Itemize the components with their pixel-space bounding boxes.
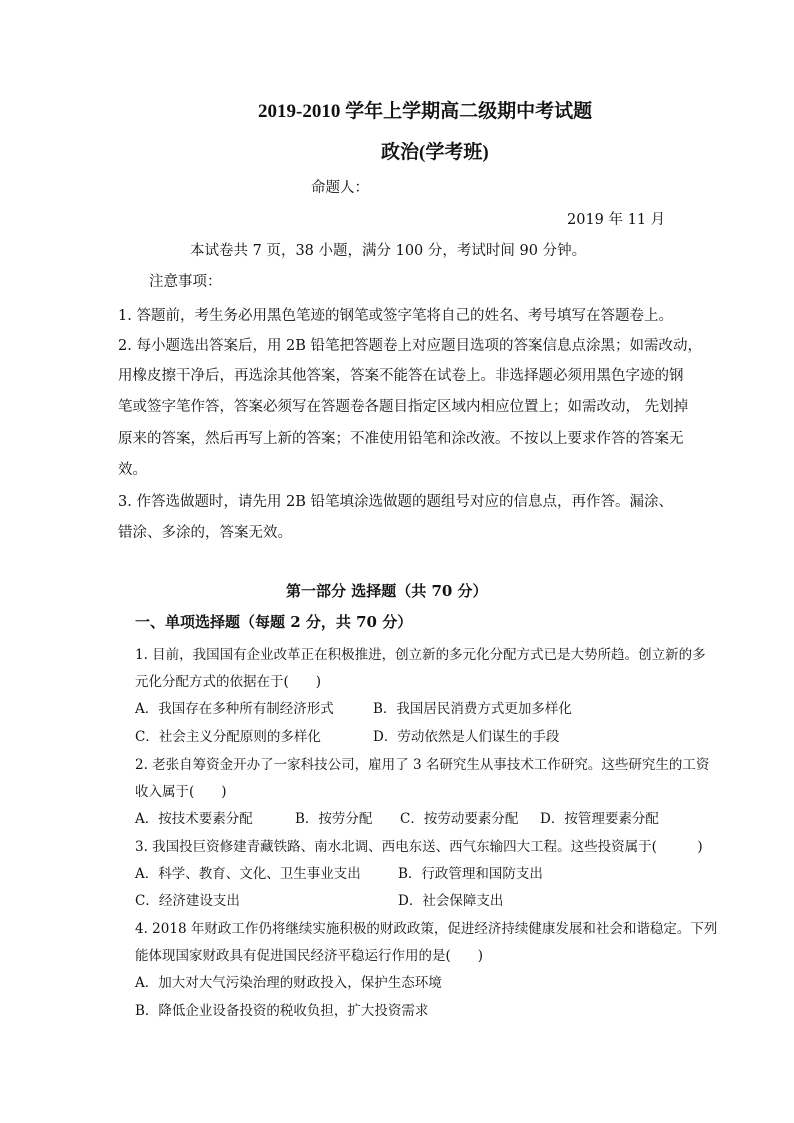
question-1-option-b: B．我国居民消费方式更加多样化: [373, 701, 572, 717]
question-2-stem: 2. 老张自筹资金开办了一家科技公司，雇用了 3 名研究生从事技术工作研究。这些研究生的工资: [135, 757, 710, 773]
notice-line: 错涂、多涂的，答案无效。: [118, 525, 292, 541]
exam-subtitle: 政治(学考班): [381, 142, 489, 163]
notice-line: 效。: [118, 462, 147, 478]
section-title: 一、单项选择题（每题 2 分，共 70 分）: [135, 613, 413, 631]
notice-line: 用橡皮擦干净后，再选涂其他答案，答案不能答在试卷上。非选择题必须用黑色字迹的钢: [118, 368, 684, 384]
question-1-option-c: C．社会主义分配原则的多样化: [135, 729, 321, 745]
question-3-option-c: C．经济建设支出: [135, 893, 240, 909]
author-label: 命题人：: [311, 180, 369, 196]
question-2-option-d: D．按管理要素分配: [540, 811, 659, 827]
notice-line: 笔或签字笔作答，答案必须写在答题卷各题目指定区域内相应位置上；如需改动， 先划掉: [118, 399, 689, 415]
question-2-option-a: A．按技术要素分配: [135, 811, 253, 827]
exam-intro: 本试卷共 7 页，38 小题，满分 100 分，考试时间 90 分钟。: [190, 243, 587, 259]
notice-line: 3. 作答选做题时，请先用 2B 铅笔填涂选做题的题组号对应的信息点，再作答。漏涂、: [118, 494, 674, 510]
question-1-stem: 元化分配方式的依据在于( ): [135, 674, 322, 690]
question-4-option-b: B．降低企业设备投资的税收负担，扩大投资需求: [135, 1003, 429, 1019]
notice-line: 2. 每小题选出答案后，用 2B 铅笔把答题卷上对应题目选项的答案信息点涂黑；如需改动，: [118, 338, 703, 354]
exam-title: 2019-2010 学年上学期高二级期中考试题: [258, 101, 593, 122]
question-3-stem: 3. 我国投巨资修建青藏铁路、南水北调、西电东送、西气东输四大工程。这些投资属于( ): [135, 839, 703, 855]
notice-heading: 注意事项：: [149, 274, 222, 290]
notice-line: 1. 答题前，考生务必用黑色笔迹的钢笔或签字笔将自己的姓名、考号填写在答题卷上。: [118, 308, 673, 324]
question-4-option-a: A．加大对大气污染治理的财政投入，保护生态环境: [135, 975, 442, 991]
question-1-stem: 1. 目前，我国国有企业改革正在积极推进，创立新的多元化分配方式已是大势所趋。创立新的多: [135, 647, 706, 663]
question-1-option-d: D．劳动依然是人们谋生的手段: [373, 729, 560, 745]
question-3-option-a: A．科学、教育、文化、卫生事业支出: [135, 866, 361, 882]
exam-date: 2019 年 11 月: [567, 212, 666, 228]
question-2-stem: 收入属于( ): [135, 784, 227, 800]
question-2-option-c: C．按劳动要素分配: [400, 811, 519, 827]
part-title: 第一部分 选择题（共 70 分）: [286, 582, 488, 600]
question-4-stem: 能体现国家财政具有促进国民经济平稳运行作用的是( ): [135, 948, 484, 964]
question-1-option-a: A．我国存在多种所有制经济形式: [135, 701, 334, 717]
question-3-option-d: D．社会保障支出: [398, 893, 504, 909]
question-3-option-b: B．行政管理和国防支出: [398, 866, 543, 882]
question-2-option-b: B．按劳分配: [295, 811, 373, 827]
notice-line: 原来的答案，然后再写上新的答案；不准使用铅笔和涂改液。不按以上要求作答的答案无: [118, 431, 684, 447]
question-4-stem: 4. 2018 年财政工作仍将继续实施积极的财政政策，促进经济持续健康发展和社会和谐稳定。下列: [135, 921, 718, 937]
